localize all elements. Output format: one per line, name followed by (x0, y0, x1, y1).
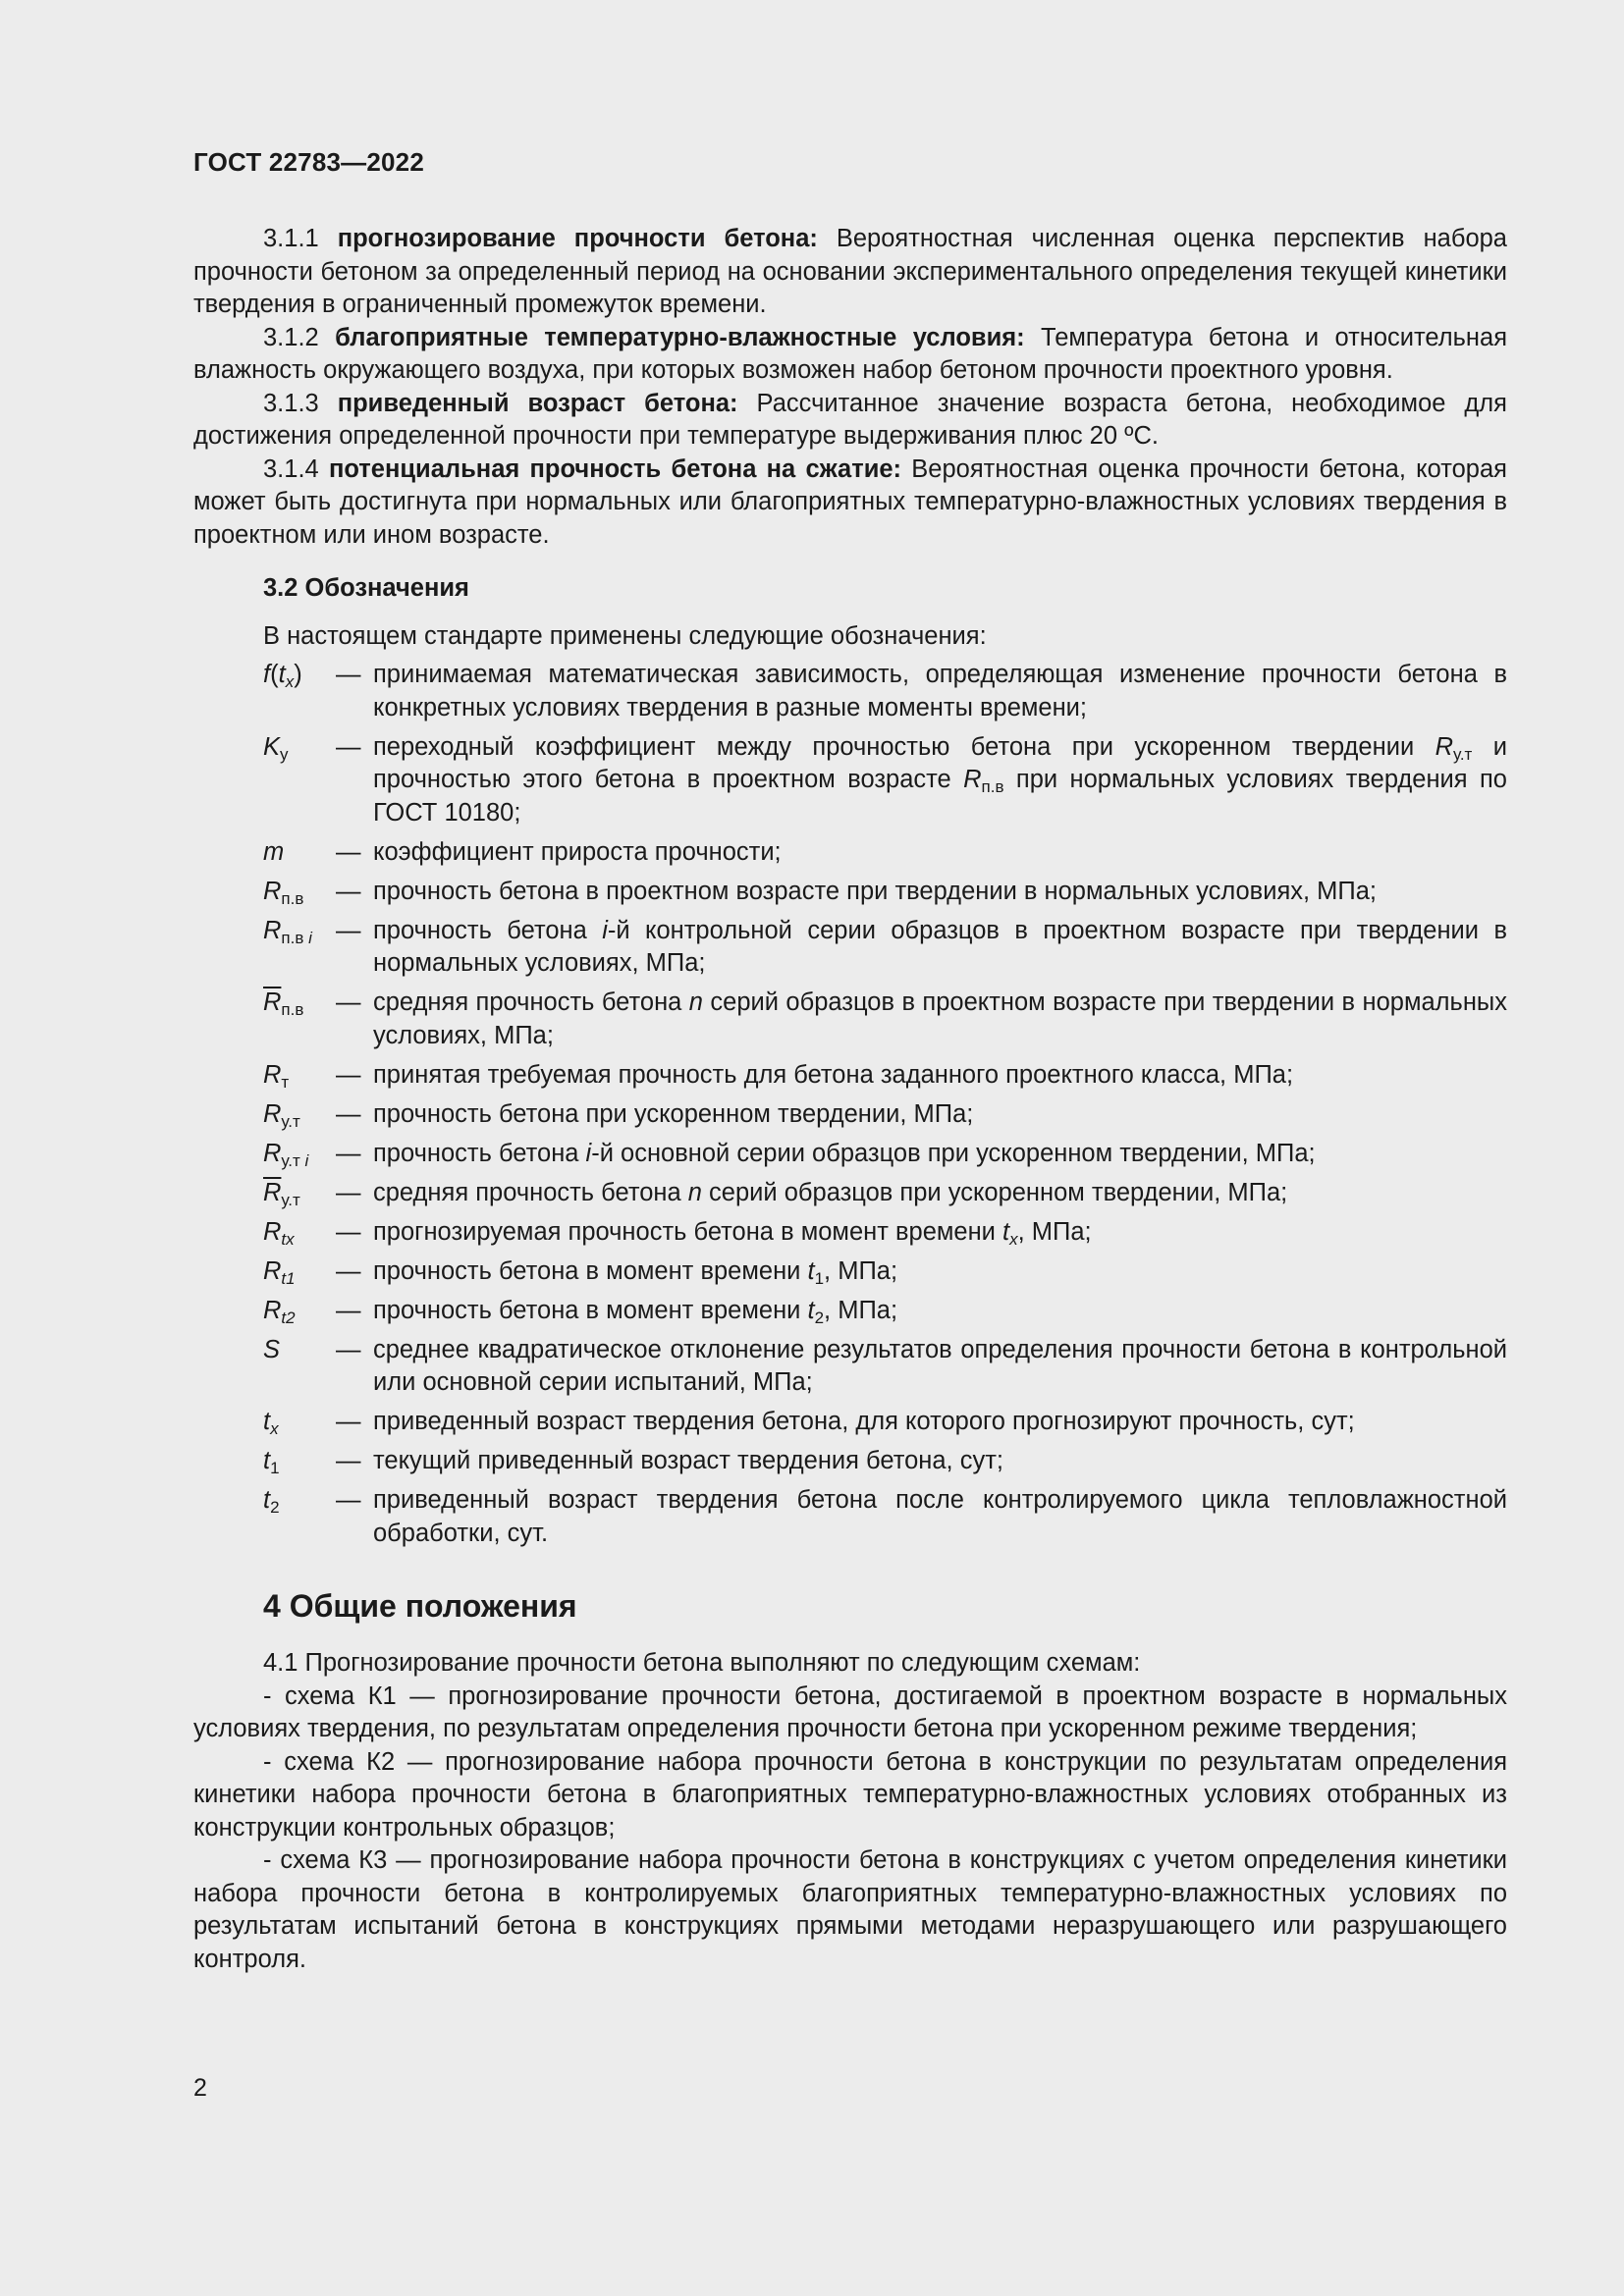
symbol-row (263, 1177, 1507, 1210)
symbol-description: приведенный возраст твердения бетона после контролируемого цикла тепловлажностной обработки, сут. (373, 1486, 1507, 1547)
symbol-row (263, 1334, 1507, 1400)
symbol: $R_{п.в i}$ (263, 916, 312, 947)
symbol-dash: — (336, 732, 361, 761)
term-number: 3.1.2 (263, 323, 319, 351)
symbol-dash: — (336, 1335, 361, 1363)
symbol-dash: — (336, 1178, 361, 1206)
symbol: S (263, 1335, 281, 1363)
symbol-description: принятая требуемая прочность для бетона заданного проектного класса, МПа; (373, 1060, 1294, 1089)
symbol: $R_{t2}$ (263, 1296, 296, 1327)
symbol-description: среднее квадратическое отклонение результатов определения прочности бетона в контрольной или основной серии испытаний, МПа; (373, 1335, 1507, 1396)
document-header: ГОСТ 22783—2022 (193, 147, 424, 177)
term-number: 3.1.4 (263, 454, 319, 483)
symbol-dash: — (336, 988, 361, 1016)
term-definition: Температура бетона и относительная влажность окружающего воздуха, при которых возможен набор бетоном прочности проектного уровня. (193, 323, 1507, 384)
symbol-dash: — (336, 877, 361, 905)
term-definition: Вероятностная численная оценка перспектив набора прочности бетоном за определенный период на основании экспериментального определения текущей кинетики твердения в ограниченный промежуток времени. (193, 225, 1507, 318)
symbol-dash: — (336, 1256, 361, 1285)
symbol-dash: — (336, 1060, 361, 1089)
symbol-description: прогнозируемая прочность бетона в момент времени $t_x$, МПа; (373, 1217, 1092, 1249)
symbol-row (263, 1484, 1507, 1550)
symbol: $f(t_x)$ (263, 661, 302, 691)
term-title: прогнозирование прочности бетона: (337, 225, 818, 252)
symbol-description: коэффициент прироста прочности; (373, 837, 782, 866)
symbol-description: текущий приведенный возраст твердения бетона, сут; (373, 1447, 1003, 1474)
body-paragraph: - схема К2 — прогнозирование набора прочности бетона в конструкции по результатам определения кинетики набора прочности бетона в благоприятных температурно-влажностных условиях отобранных из конструкции контрольных образцов; (193, 1747, 1507, 1842)
symbol-row (263, 836, 1507, 870)
section-heading-4: 4 Общие положения (263, 1588, 577, 1624)
symbol-description: прочность бетона i-й контрольной серии образцов в проектном возрасте при твердении в нормальных условиях, МПа; (373, 916, 1507, 977)
symbol-row (263, 1295, 1507, 1328)
symbol-description: средняя прочность бетона n серий образцов при ускоренном твердении, МПа; (373, 1178, 1288, 1206)
term-definition: Вероятностная оценка прочности бетона, которая может быть достигнута при нормальных или благоприятных температурно-влажностных условиях твердения в проектном или ином возрасте. (193, 454, 1507, 549)
term-title: приведенный возраст бетона: (337, 389, 738, 417)
body-paragraph: - схема К1 — прогнозирование прочности бетона, достигаемой в проектном возрасте в нормальных условиях твердения, по результатам определения прочности бетона при ускоренном режиме твердения; (193, 1682, 1507, 1742)
page-content (193, 223, 1507, 1976)
page-number: 2 (193, 2074, 207, 2102)
symbol-description: прочность бетона в момент времени $t_2$, МПа; (373, 1296, 898, 1327)
symbol-row (263, 1406, 1507, 1439)
symbol-row (263, 1445, 1507, 1478)
symbol-description: принимаемая математическая зависимость, определяющая изменение прочности бетона в конкретных условиях твердения в разные моменты времени; (373, 661, 1507, 721)
symbol: $t_1$ (263, 1447, 280, 1477)
symbol-dash: — (336, 916, 361, 944)
symbol-description: прочность бетона в проектном возрасте при твердении в нормальных условиях, МПа; (373, 877, 1378, 905)
symbol-dash: — (336, 1139, 361, 1167)
symbol: $R_{у.т i}$ (263, 1139, 309, 1170)
symbols-intro: В настоящем стандарте применены следующие обозначения: (263, 621, 987, 650)
symbol: m (263, 837, 285, 866)
term-paragraph (193, 454, 1507, 553)
symbol-description: приведенный возраст твердения бетона, для которого прогнозируют прочность, сут; (373, 1408, 1355, 1435)
symbol-row (263, 1138, 1507, 1171)
term-number: 3.1.1 (263, 225, 319, 252)
symbol-description: средняя прочность бетона n серий образцов в проектном возрасте при твердении в нормальных условиях, МПа; (373, 988, 1507, 1049)
term-paragraph (193, 322, 1507, 388)
symbol-dash: — (336, 1408, 361, 1435)
symbol: $\overline{R}_{у.т}$ (263, 1178, 300, 1209)
symbol-row (263, 1098, 1507, 1132)
term-paragraph (193, 223, 1507, 322)
symbol-dash: — (336, 1296, 361, 1324)
symbol: $R_{у.т}$ (263, 1099, 300, 1131)
symbol-row (263, 659, 1507, 724)
symbol-dash: — (336, 1099, 361, 1128)
term-title: потенциальная прочность бетона на сжатие: (328, 454, 902, 483)
symbol: $t_2$ (263, 1486, 280, 1517)
symbol-description: переходный коэффициент между прочностью бетона при ускоренном твердении $R_{у.т}$ и прочностью этого бетона в проектном возрасте $R_{п.в}$ при нормальных условиях твердения по ГОСТ 10180; (373, 732, 1507, 827)
symbol-dash: — (336, 837, 361, 866)
body-paragraph: 4.1 Прогнозирование прочности бетона выполняют по следующим схемам: (263, 1649, 1141, 1677)
symbol-dash: — (336, 1486, 361, 1514)
symbol: $t_x$ (263, 1408, 279, 1438)
symbol: $R_{п.в}$ (263, 877, 304, 908)
symbol: $R_т$ (263, 1060, 290, 1092)
symbol: $R_{tx}$ (263, 1217, 295, 1249)
symbol-description: прочность бетона i-й основной серии образцов при ускоренном твердении, МПа; (373, 1139, 1316, 1167)
symbol-dash: — (336, 661, 361, 688)
symbol-row (263, 915, 1507, 981)
term-paragraph (193, 388, 1507, 454)
symbol-row (263, 987, 1507, 1052)
symbol: $\overline{R}_{п.в}$ (263, 988, 304, 1019)
symbol-row (263, 1059, 1507, 1093)
term-definition: Рассчитанное значение возраста бетона, необходимое для достижения определенной прочности при температуре выдерживания плюс 20 ºС. (193, 389, 1507, 450)
symbol-dash: — (336, 1447, 361, 1474)
symbol: $R_{t1}$ (263, 1256, 296, 1288)
symbol-row (263, 1255, 1507, 1289)
section-heading-3-2: 3.2 Обозначения (263, 574, 469, 602)
body-paragraph: - схема К3 — прогнозирование набора прочности бетона в конструкциях с учетом определения кинетики набора прочности бетона в контролируемых благоприятных температурно-влажностных условиях по результатам испытаний бетона в конструкциях прямыми методами неразрушающего или разрушающего контроля. (193, 1846, 1507, 1973)
symbol-row (263, 876, 1507, 909)
symbol-description: прочность бетона в момент времени $t_1$, МПа; (373, 1256, 898, 1288)
term-number: 3.1.3 (263, 389, 319, 417)
term-title: благоприятные температурно-влажностные условия: (335, 323, 1025, 351)
symbol-description: прочность бетона при ускоренном твердении, МПа; (373, 1099, 974, 1128)
symbol-row (263, 1216, 1507, 1250)
symbol-row (263, 731, 1507, 830)
symbol-dash: — (336, 1217, 361, 1246)
symbol: $K_у$ (263, 732, 289, 764)
